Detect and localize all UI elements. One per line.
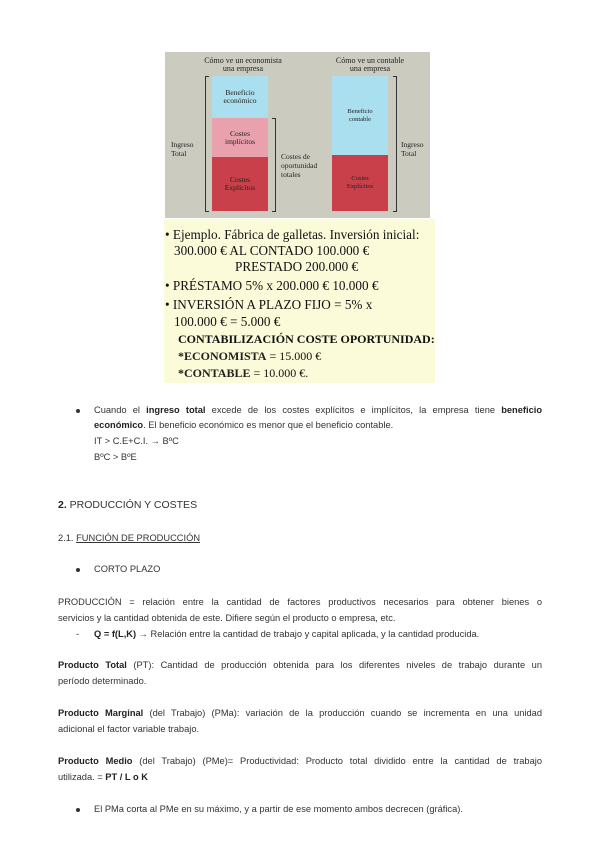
header-economist-line2: una empresa: [222, 64, 264, 73]
example-line8: [178, 349, 321, 364]
pme-label: Producto Medio: [58, 756, 133, 766]
b1-f: . El beneficio económico es menor que el beneficio contable.: [143, 420, 394, 430]
last-bullet-text: El PMa corta al PMe en su máximo, y a partir de ese momento ambos decrecen (gráfica).: [94, 804, 463, 814]
section2-heading: [58, 498, 197, 513]
b1-a: Cuando el: [94, 405, 147, 415]
header-economist-line1: Cómo ve un economista: [204, 56, 282, 65]
example-line2: 300.000 € AL CONTADO 100.000 €: [174, 243, 370, 258]
pt-line2: período determinado.: [58, 676, 147, 686]
bullet-dot: [76, 568, 80, 572]
example-line3: PRESTADO 200.000 €: [235, 259, 359, 274]
corto-plazo: CORTO PLAZO: [94, 564, 161, 574]
q-formula: Q = f(L,K): [94, 629, 137, 639]
opportunity-line2: oportunidad: [281, 161, 318, 170]
example-line1: • Ejemplo. Fábrica de galletas. Inversión inicial:: [165, 227, 420, 242]
economist-vs-accountant-figure: [165, 52, 430, 218]
accountant-value: = 10.000 €.: [250, 366, 309, 380]
accounting-benefit-label-1: Beneficio: [347, 107, 373, 115]
pma-line1: [58, 706, 542, 721]
income-left-line2: Total: [171, 149, 187, 158]
income-right-line1: Ingreso: [401, 140, 424, 149]
sub21-num: 2.1.: [58, 533, 77, 543]
opportunity-costs-label: [281, 152, 317, 179]
formula-bc: BºC > BºE: [94, 452, 137, 462]
dash: -: [76, 629, 80, 639]
header-accountant-line2: una empresa: [349, 64, 391, 73]
subsection21-heading: [58, 531, 200, 546]
economist-label: *ECONOMISTA: [178, 349, 267, 363]
implicit-costs-label-2: implícitos: [225, 136, 255, 146]
example-line9: [178, 366, 308, 381]
income-total-right: [401, 140, 424, 158]
bullet-dot: [76, 409, 80, 413]
pme-line1: [58, 754, 542, 769]
accountant-label: *CONTABLE: [178, 366, 251, 380]
header-accountant-line1: Cómo ve un contable: [335, 56, 405, 65]
opportunity-line3: totales: [281, 170, 301, 179]
pme-rest-1: (del Trabajo) (PMe)= Productividad: Producto total dividido entre la cantidad de trabajo: [132, 756, 542, 766]
implicit-costs-block: [212, 118, 268, 157]
header-economist: [203, 57, 283, 73]
b1-b: ingreso total: [146, 405, 206, 415]
pme-formula: PT / L o K: [105, 772, 148, 782]
opportunity-line1: Costes de: [281, 152, 310, 161]
explicit-costs-label-2: Explícitos: [224, 183, 256, 192]
income-right-line2: Total: [401, 149, 417, 158]
b1-d: beneficio: [501, 405, 543, 415]
example-line7: CONTABILIZACIÓN COSTE OPORTUNIDAD:: [178, 332, 435, 346]
explicit-costs-label-1: Costes: [229, 175, 250, 184]
pma-rest-1: (del Trabajo) (PMa): variación de la producción cuando se incrementa en una unidad: [143, 708, 542, 718]
bullet-dot: [76, 808, 80, 812]
production-def-line1: PRODUCCIÓN = relación entre la cantidad de factores productivos necesarios para obtener bienes o: [58, 597, 542, 607]
production-def-line2: servicios y la cantidad obtenida de este. Difiere según el producto o empresa, etc.: [58, 613, 396, 623]
pme-rest-2: utilizada. =: [58, 772, 106, 782]
income-right-bracket: [393, 76, 397, 212]
implicit-costs-label-1: Costes: [229, 128, 250, 138]
income-total-left: [171, 140, 194, 158]
pt-line1: [58, 658, 542, 673]
opportunity-bracket: [272, 118, 276, 212]
b1-e: económico: [94, 420, 144, 430]
income-left-bracket: [205, 76, 209, 212]
explicit-costs-right-label-2: Explícitos: [346, 183, 374, 190]
cookie-factory-example-figure: [164, 219, 435, 383]
example-line5: • INVERSIÓN A PLAZO FIJO = 5% x: [165, 297, 373, 312]
example-line4: • PRÉSTAMO 5% x 200.000 € 10.000 €: [165, 278, 379, 293]
pt-label: Producto Total: [58, 660, 127, 670]
sub21-title: FUNCIÓN DE PRODUCCIÓN: [76, 533, 201, 543]
explicit-costs-right-label-1: Costes: [351, 175, 369, 182]
example-line6: 100.000 € = 5.000 €: [174, 314, 281, 329]
formula-it: IT > C.E+C.I. → BºC: [94, 436, 179, 446]
accounting-benefit-label-2: contable: [348, 115, 372, 123]
pme-line2: [58, 770, 148, 785]
pt-rest-1: (PT): Cantidad de producción obtenida para los diferentes niveles de trabajo durante un: [126, 660, 543, 670]
economic-benefit-label-2: económico: [223, 96, 257, 105]
income-left-line1: Ingreso: [171, 140, 194, 149]
benefit-paragraph-line2: [94, 418, 393, 433]
economic-benefit-label-1: Beneficio: [225, 88, 255, 97]
b1-c: excede de los costes explícitos e implícitos, la empresa tiene: [205, 405, 502, 415]
section2-num: 2.: [58, 499, 67, 511]
q-rest: → Relación entre la cantidad de trabajo y capital aplicada, y la cantidad producida.: [136, 629, 480, 639]
accounting-benefit-block: [332, 76, 388, 155]
pma-line2: adicional el factor variable trabajo.: [58, 724, 200, 734]
benefit-paragraph-line1: [94, 403, 542, 418]
pma-label: Producto Marginal: [58, 708, 144, 718]
q-formula-line: [94, 627, 479, 642]
explicit-costs-block: [212, 157, 268, 211]
section2-title: PRODUCCIÓN Y COSTES: [66, 499, 198, 511]
explicit-costs-right-block: [332, 155, 388, 211]
header-accountant: [330, 57, 410, 73]
economic-benefit-block: [212, 76, 268, 118]
economist-value: = 15.000 €: [266, 349, 322, 363]
